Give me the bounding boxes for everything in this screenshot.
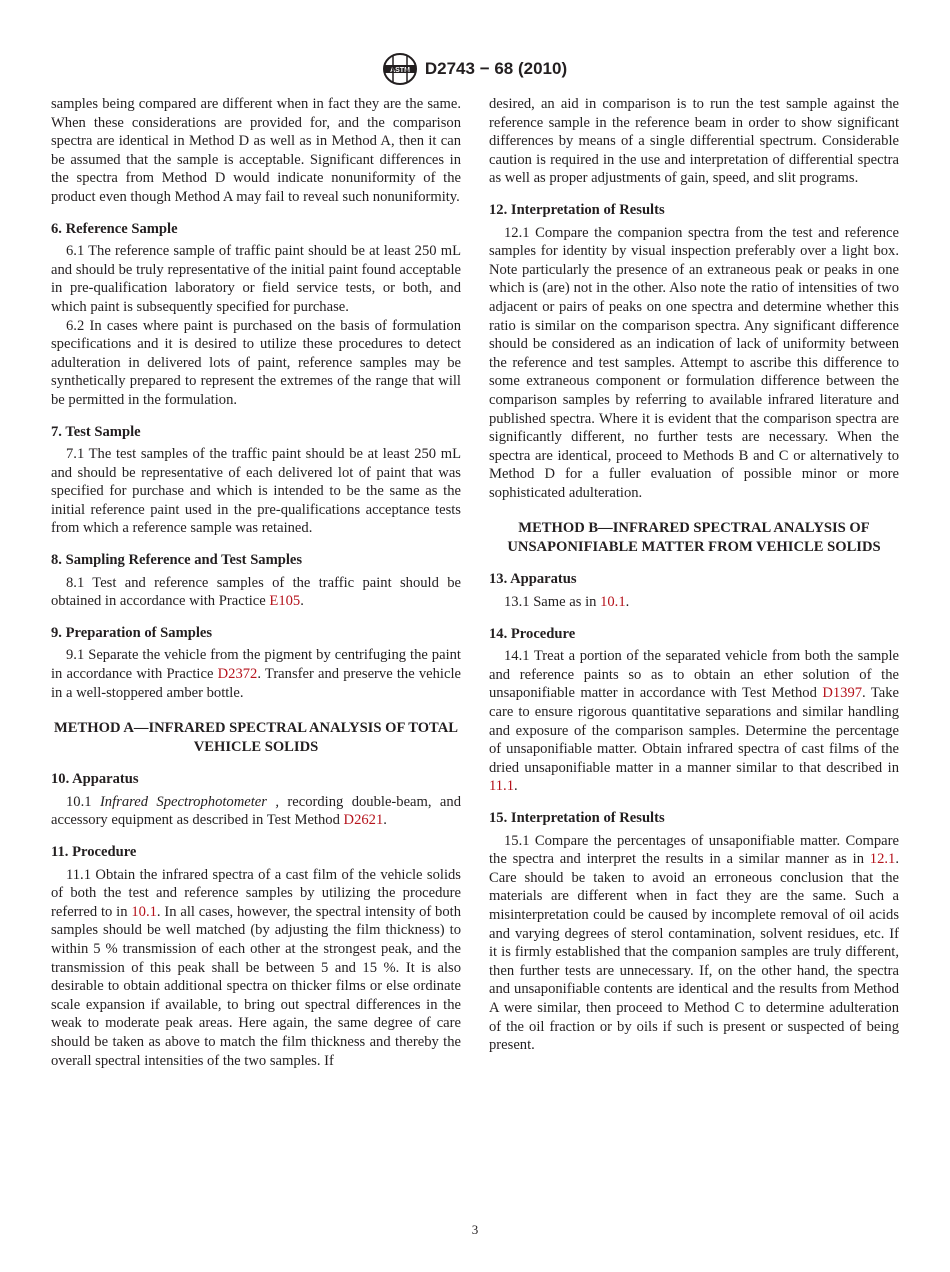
method-heading: METHOD A—INFRARED SPECTRAL ANALYSIS OF TOTAL VEHICLE SOLIDS xyxy=(54,720,458,756)
section-heading: 14. Procedure xyxy=(489,625,576,642)
paragraph: 9.1 Separate the vehicle from the pigment by centrifuging the paint in accordance with Practice D2372. Transfer and preserve the vehicle in a well-stoppered amber bottle. xyxy=(51,647,461,701)
paragraph: samples being compared are different when in fact they are the same. When these considerations are provided for, and the comparison spectra are identical in Method D as well as in Method A, then it can be assumed that the sample is acceptable. Significant differences in the spectra from Method D would indicate nonuniformity of the product even though Method A may fail to reveal such nonuniformity. xyxy=(51,96,461,205)
reference-link[interactable]: D2372 xyxy=(217,666,258,683)
document-id: D2743 − 68 (2010) xyxy=(424,59,568,78)
paragraph: 8.1 Test and reference samples of the traffic paint should be obtained in accordance with Practice E105. xyxy=(51,574,461,610)
paragraph: 13.1 Same as in 10.1. xyxy=(504,594,630,611)
paragraph: 14.1 Treat a portion of the separated vehicle from both the sample and reference paints so as to obtain an ether solution of the unsaponifiable matter in accordance with Test Method D1397. Take care to ensure rigorous quantitative separations and similar handling and exposure of the comparison samples. Determine the percentage of unsaponifiable matter. Obtain infrared spectra of cast films of the dried unsaponifiable matter in a manner similar to that described in 11.1. xyxy=(489,648,900,795)
section-heading: 8. Sampling Reference and Test Samples xyxy=(51,552,303,569)
section-heading: 6. Reference Sample xyxy=(51,220,178,237)
reference-link[interactable]: D1397 xyxy=(822,685,863,702)
paragraph: desired, an aid in comparison is to run the test sample against the reference sample in the reference beam in order to show significant differences by means of a single differential spectrum. Considerable caution is required in the use and interpretation of differential spectra as well as proper adjustments of gain, speed, and slit programs. xyxy=(489,96,899,187)
paragraph: 12.1 Compare the companion spectra from the test and reference samples for identity by visual inspection preferably over a light box. Note particularly the presence of an extraneous peak or peaks in one which is (are) not in the other. Also note the ratio of intensities of two adjacent or pairs of peaks on one spectra and determine whether this ratio is similar on the comparison spectra. Any significant difference should be considered as an indication of lack of uniformity between the reference and test samples. Attempt to ascribe this difference to some extraneous component or formulation difference between the comparison samples by referring to available infrared literature and published spectra. Where it is evident that the comparison spectra are significantly different, no further tests are necessary. When the spectra are identical, proceed to Methods B and C or alternatively to Method D for a fuller evaluation of possible minor or more sophisticated adulteration. xyxy=(489,224,899,501)
page-number: 3 xyxy=(471,1222,479,1237)
section-heading: 12. Interpretation of Results xyxy=(489,201,665,218)
reference-link[interactable]: 12.1 xyxy=(869,851,896,868)
section-heading: 15. Interpretation of Results xyxy=(489,810,665,826)
section-heading: 11. Procedure xyxy=(51,844,137,860)
paragraph: 10.1 Infrared Spectrophotometer , recording double-beam, and accessory equipment as described in Test Method D2621. xyxy=(51,793,462,829)
reference-link[interactable]: 10.1 xyxy=(600,594,626,611)
section-heading: 7. Test Sample xyxy=(51,423,141,440)
reference-link[interactable]: 11.1 xyxy=(489,778,514,795)
paragraph: 7.1 The test samples of the traffic paint should be at least 250 mL and should be representative of each delivered lot of paint that was specified for purchase and which is intended to be the same as the initial reference paint used in the pre-qualifications acceptance tests from which a reference sample was retained. xyxy=(51,446,461,537)
reference-link[interactable]: 10.1 xyxy=(131,903,157,920)
section-heading: 10. Apparatus xyxy=(51,771,139,788)
method-heading: METHOD B—INFRARED SPECTRAL ANALYSIS OF UNSAPONIFIABLE MATTER FROM VEHICLE SOLIDS xyxy=(507,520,881,556)
page-header xyxy=(0,52,950,86)
right-column xyxy=(489,95,899,1055)
section-heading: 13. Apparatus xyxy=(489,571,577,588)
reference-link[interactable]: E105 xyxy=(269,593,301,610)
astm-logo-icon xyxy=(383,52,417,86)
left-column xyxy=(51,95,461,1070)
section-heading: 9. Preparation of Samples xyxy=(51,624,213,641)
paragraph: 11.1 Obtain the infrared spectra of a cast film of the vehicle solids of both the test and reference samples by utilizing the procedure referred to in 10.1. In all cases, however, the spectral intensity of both samples should be well matched (by adjusting the film thickness) to within 5 % transmission of each other at the strongest peak, and the transmission of this peak shall be between 5 and 15 %. It is also desirable to obtain additional spectra on thicker films or else ordinate scale expansion if available, to bring out spectral differences in the weak to moderate peak areas. Here again, the same degree of care should be taken as above to match the film thickness and thereby the overall spectral intensities of the two samples. If xyxy=(51,866,461,1069)
paragraph: 6.2 In cases where paint is purchased on the basis of formulation specifications and it is desired to utilize these procedures to detect adulteration in delivered lots of paint, reference samples may be synthetically prepared to represent the extremes of the range that will be permitted in the formulation. xyxy=(51,317,461,408)
paragraph: 15.1 Compare the percentages of unsaponifiable matter. Compare the spectra and interpret the results in a similar manner as in 12.1. Care should be taken to avoid an erroneous conclusion that the materials are different when in fact they are the same. Such a misinterpretation could be caused by incomplete removal of oil acids and varying degrees of sterol contamination, solvent residues, etc. If it is firmly established that the companion samples are truly different, then further tests are unnecessary. If, on the other hand, the spectra and unsaponifiable contents are identical and the results from Method A were similar, then proceed to Method C to determine adulteration of the oil fraction or by oils if such is present or suspected of being present. xyxy=(489,832,899,1054)
paragraph: 6.1 The reference sample of traffic paint should be at least 250 mL and should be truly representative of the initial paint found acceptable in pre-qualification laboratory or field service tests, or both, and which paint is subsequently specified for purchase. xyxy=(51,243,461,315)
reference-link[interactable]: D2621 xyxy=(343,812,384,829)
logo-text: ASTM xyxy=(389,67,410,74)
